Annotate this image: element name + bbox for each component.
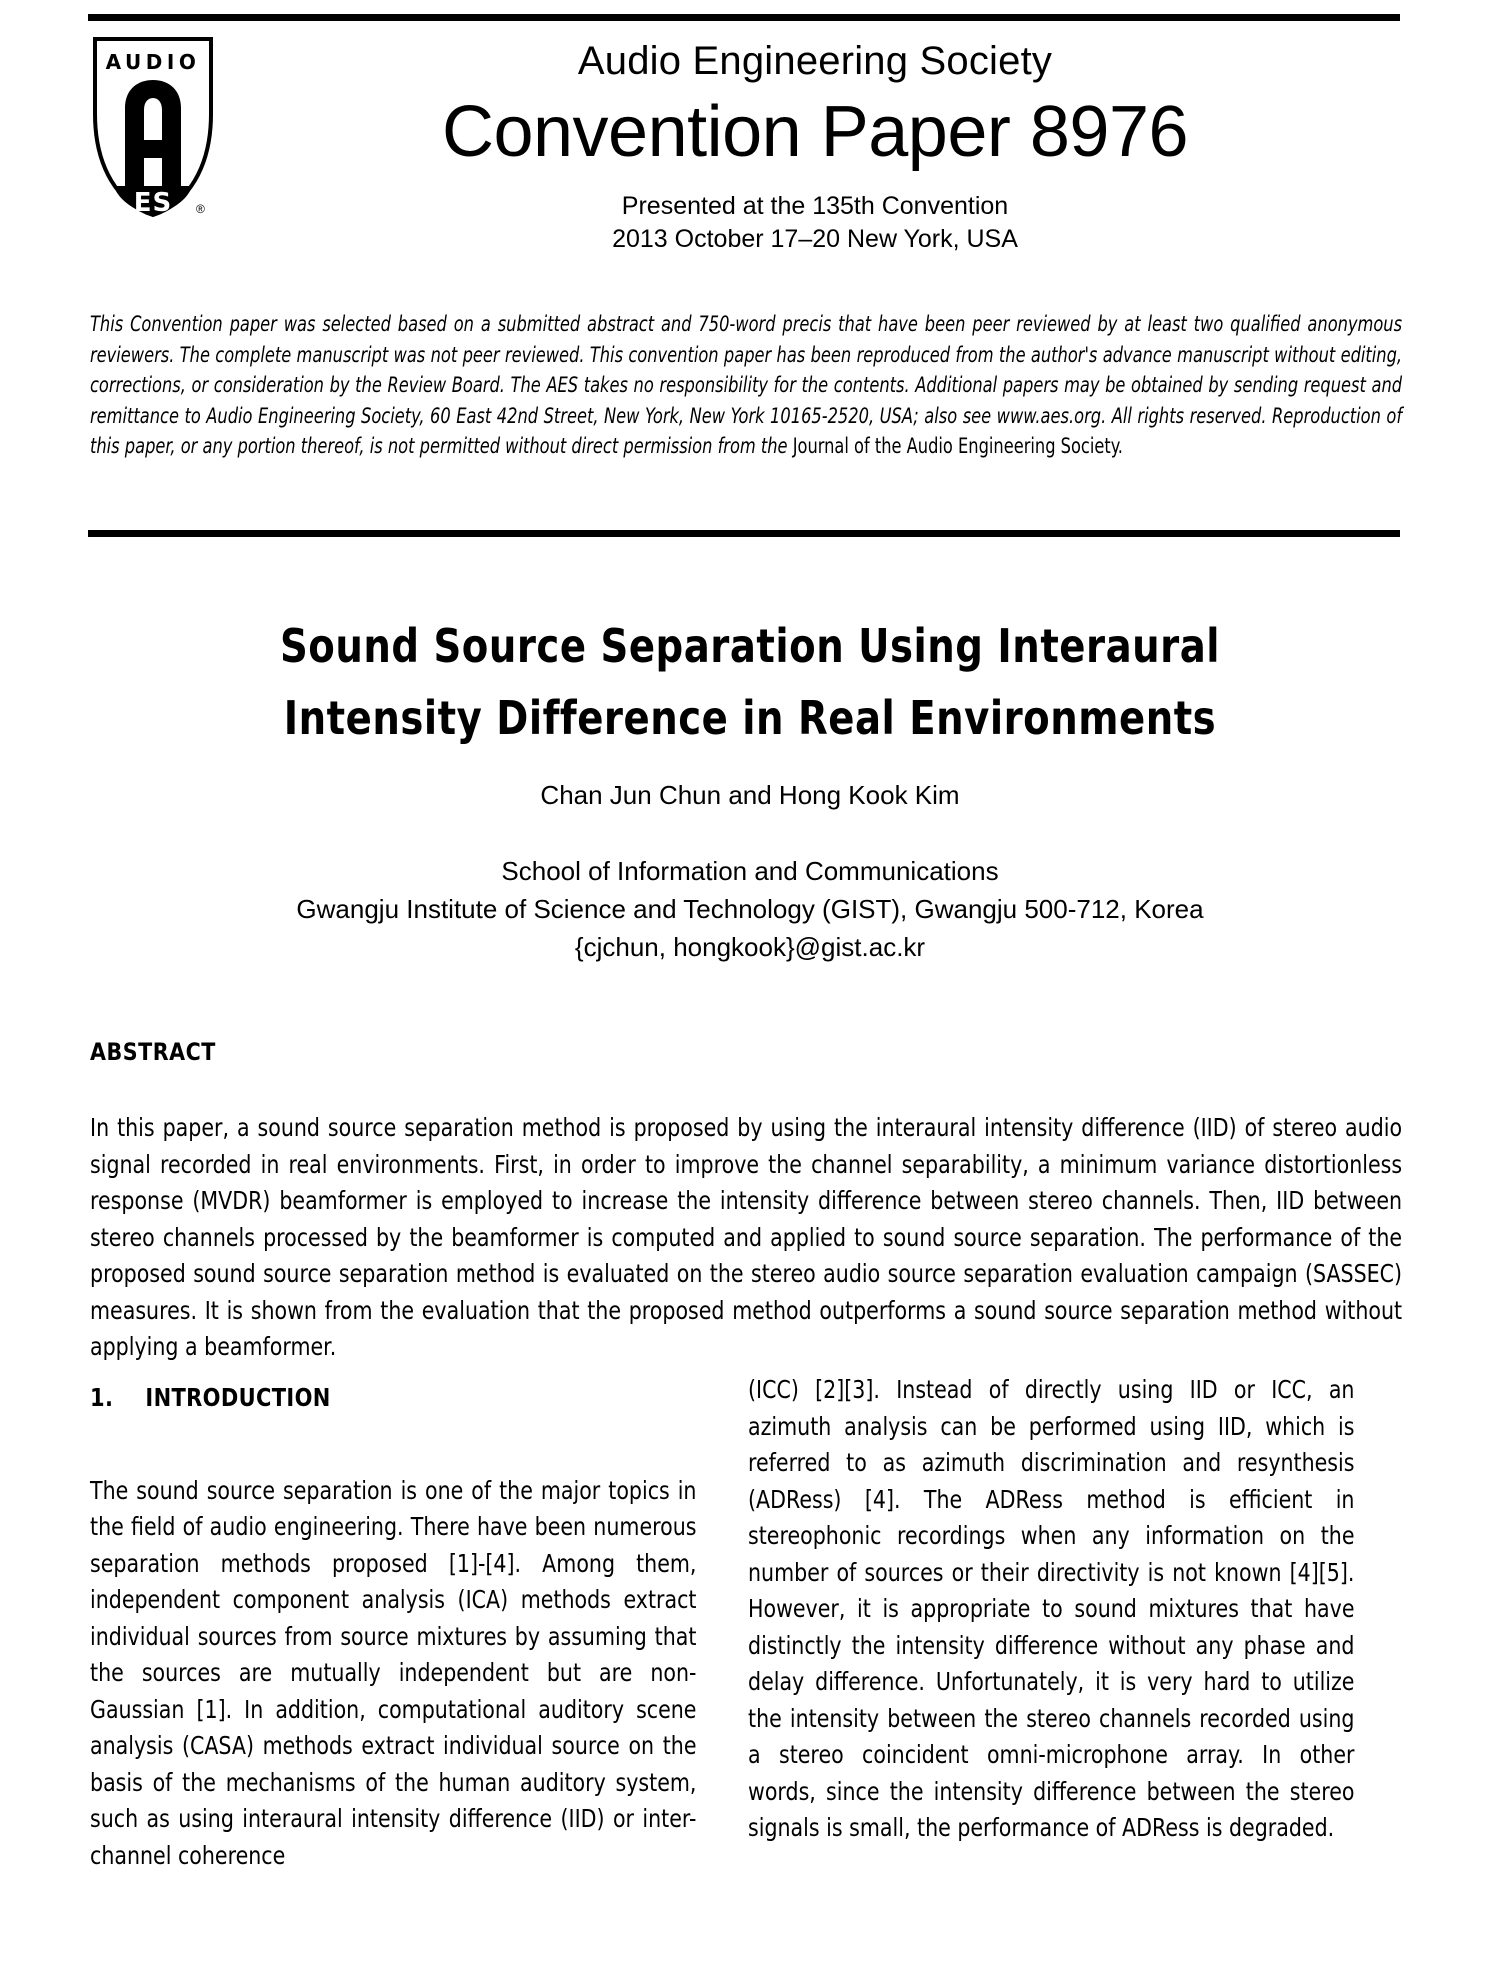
abstract-body: In this paper, a sound source separation method is proposed by using the interaural intensity difference (IID) of stereo audio signal recorded in real environments. First, in order to improve the channel separability, a minimum variance distortionless response (MVDR) beamformer is employed to increase the intensity difference between stereo channels. Then, IID between stereo channels processed by the beamformer is computed and applied to sound source separation. The performance of the proposed sound source separation method is evaluated on the stereo audio source separation evaluation campaign (SASSEC) measures. It is shown from the evaluation that the proposed method outperforms a sound source separation method without applying a beamformer.	[90, 1113, 1403, 1361]
page-title	[221, 610, 1279, 754]
affiliation	[120, 852, 1380, 966]
affiliation-email: {cjchun, hongkook}@gist.ac.kr	[574, 932, 926, 962]
presented-line-1: Presented at the 135th Convention	[621, 192, 1009, 220]
disclaimer-text	[90, 310, 1402, 463]
header-top-rule	[88, 14, 1400, 21]
publication-title: Convention Paper 8976	[441, 92, 1189, 172]
presented-line-2: 2013 October 17–20 New York, USA	[612, 225, 1018, 253]
abstract-heading: ABSTRACT	[90, 1038, 216, 1066]
affiliation-line-1: School of Information and Communications	[501, 856, 999, 886]
intro-paragraph-right: (ICC) [2][3]. Instead of directly using IID or ICC, an azimuth analysis can be performed using IID, which is referred to as azimuth discrimination and resynthesis (ADRess) [4]. The ADRess method is efficient in stereophonic recordings when any information on the number of sources or their directivity is not known [4][5]. However, it is appropriate to sound mixtures that have distinctly the intensity difference without any phase and delay difference. Unfortunately, it is very hard to utilize the intensity between the stereo channels recorded using a stereo coincident omni-microphone array. In other words, since the intensity difference between the stereo signals is small, the performance of ADRess is degraded.	[748, 1375, 1355, 1842]
body-column-left	[90, 1380, 696, 1874]
disclaimer-main: This Convention paper was selected based on a submitted abstract and 750-word precis that have been peer reviewed by at least two qualified anonymous reviewers. The complete manuscript was not peer reviewed. This convention paper has been reproduced from the author's advance manuscript without editing, corrections, or consideration by the Review Board. The AES takes no responsibility for the contents. Additional papers may be obtained by sending request and remittance to Audio Engineering Society, 60 East 42nd Street, New York, New York 10165-2520, USA; also see www.aes.org. All rights reserved. Reproduction of this paper, or any portion thereof, is not permitted without direct permission from the	[90, 312, 1403, 459]
body-column-right	[748, 1372, 1354, 1847]
header-bottom-rule	[88, 530, 1400, 537]
intro-paragraph-left: The sound source separation is one of the major topics in the field of audio engineering. There have been numerous separation methods proposed [1]-[4]. Among them, independent component analysis (ICA) methods extract individual sources from source mixtures by assuming that the sources are mutually independent but are non-Gaussian [1]. In addition, computational auditory scene analysis (CASA) methods extract individual source on the basis of the mechanisms of the human auditory system, such as using interaural intensity difference (IID) or inter-channel coherence	[90, 1475, 697, 1870]
article-title-line-2: Intensity Difference in Real Environments	[283, 691, 1217, 745]
svg-text:AUDIO: AUDIO	[105, 50, 201, 74]
authors: Chan Jun Chun and Hong Kook Kim	[540, 780, 960, 810]
disclaimer-journal-name: Journal of the Audio Engineering Society.	[792, 434, 1123, 459]
section-heading-introduction: 1. INTRODUCTION	[90, 1383, 331, 1412]
affiliation-line-2: Gwangju Institute of Science and Technology (GIST), Gwangju 500-712, Korea	[296, 894, 1204, 924]
article-title-line-1: Sound Source Separation Using Interaural	[279, 619, 1221, 673]
presented-info	[230, 190, 1400, 256]
registered-mark: ®	[196, 202, 205, 216]
aes-shield-icon	[92, 36, 214, 218]
society-name: Audio Engineering Society	[577, 39, 1053, 83]
svg-text:ES: ES	[133, 188, 173, 218]
masthead	[230, 38, 1400, 256]
aes-logo	[92, 36, 214, 218]
